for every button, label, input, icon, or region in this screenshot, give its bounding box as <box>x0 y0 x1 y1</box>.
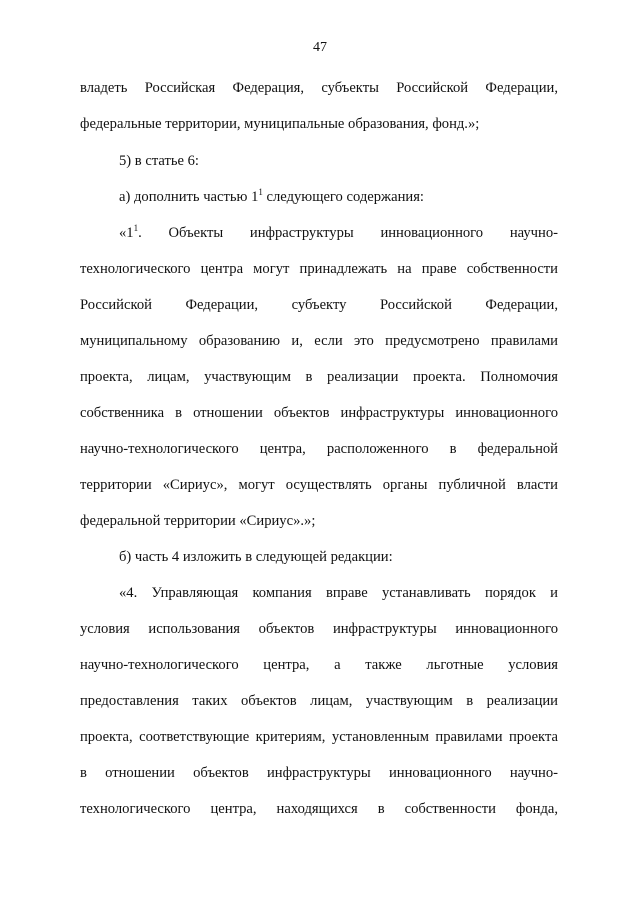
text-line-17: научно-технологического центра, а также льготные условия <box>80 657 558 673</box>
subitem-a-text-end: следующего содержания: <box>262 189 424 205</box>
quoted-part-4: «4. Управляющая компания вправе устанавливать порядок и <box>119 585 558 601</box>
text-line-7: Российской Федерации, субъекту Российской Федерации, <box>80 297 558 313</box>
superscript: 1 <box>133 223 139 233</box>
text-line-19: проекта, соответствующие критериям, установленным правилами проекта <box>80 729 558 745</box>
text-line-8: муниципальному образованию и, если это предусмотрено правилами <box>80 333 558 349</box>
text-line-16: условия использования объектов инфраструктуры инновационного <box>80 621 558 637</box>
text-line-18: предоставления таких объектов лицам, участвующим в реализации <box>80 693 558 709</box>
page-number: 47 <box>313 40 327 55</box>
superscript: 1 <box>258 187 263 197</box>
text-line-2: федеральные территории, муниципальные образования, фонд.»; <box>80 116 480 132</box>
quote-text: . Объекты инфраструктуры инновационного научно- <box>138 225 558 241</box>
subitem-a <box>119 187 558 207</box>
subitem-b: б) часть 4 изложить в следующей редакции: <box>119 549 393 565</box>
text-line-20: в отношении объектов инфраструктуры инновационного научно- <box>80 765 558 781</box>
subitem-a-text: а) дополнить частью 1 <box>119 189 259 205</box>
quoted-part-1-1 <box>119 223 558 243</box>
text-line-6: технологического центра могут принадлежать на праве собственности <box>80 261 558 277</box>
list-item-5: 5) в статье 6: <box>119 153 199 169</box>
quote-number: «1 <box>119 225 134 241</box>
text-line-10: собственника в отношении объектов инфраструктуры инновационного <box>80 405 558 421</box>
text-line-11: научно-технологического центра, расположенного в федеральной <box>80 441 558 457</box>
quote-open <box>119 225 138 241</box>
text-line-21: технологического центра, находящихся в собственности фонда, <box>80 801 558 817</box>
text-line-12: территории «Сириус», могут осуществлять органы публичной власти <box>80 477 558 493</box>
text-line-1: владеть Российская Федерация, субъекты Российской Федерации, <box>80 80 558 96</box>
text-line-13: федеральной территории «Сириус».»; <box>80 513 316 529</box>
text-line-9: проекта, лицам, участвующим в реализации проекта. Полномочия <box>80 369 558 385</box>
